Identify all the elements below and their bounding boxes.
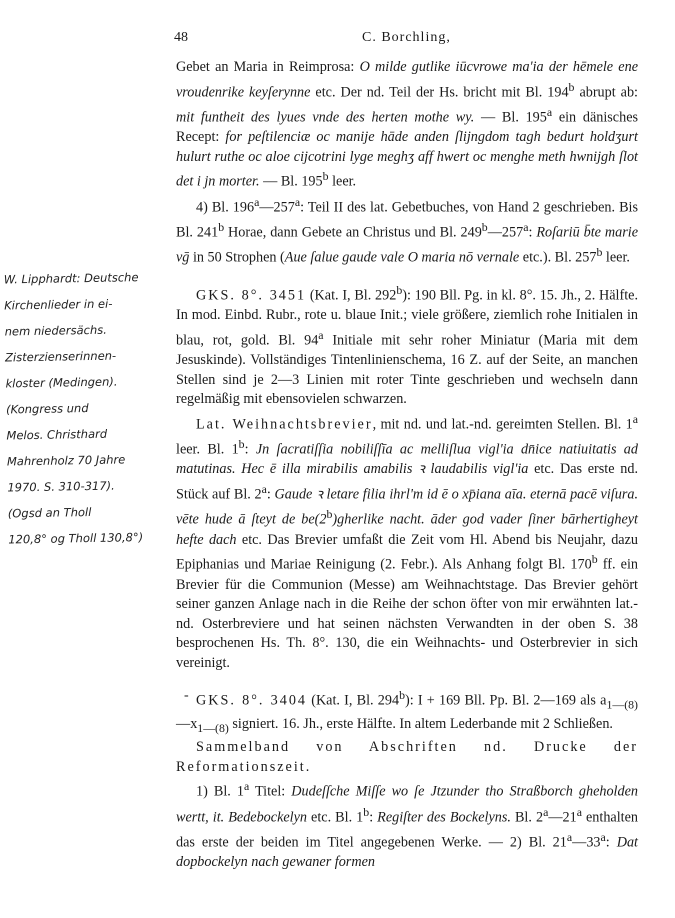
text-run: leer. xyxy=(602,250,630,267)
text-run: : Teil II des lat. Gebetbuches, von Hand 2 geschrieben. Bis Bl. 241 xyxy=(176,199,638,241)
quotation: Regiſter des Bockelyns. xyxy=(377,809,511,826)
folio-side: a xyxy=(254,194,260,209)
paragraph-part-four xyxy=(176,193,638,269)
text-run: (Kat. I, Bl. 294 xyxy=(307,692,400,709)
text-run: — Bl. 195 xyxy=(474,109,547,126)
text-run: abrupt ab: xyxy=(574,84,638,101)
folio-side: b xyxy=(238,437,245,452)
text-run: : xyxy=(605,834,617,851)
folio-side: b xyxy=(568,79,575,94)
margin-note-line: W. Lipphardt: Deutsche xyxy=(3,270,139,287)
paragraph-item-one xyxy=(176,777,638,873)
text-run: 1) Bl. 1 xyxy=(196,784,244,801)
text-run: etc. Das erste nd. Stück auf Bl. 2 xyxy=(176,461,638,503)
text-run: Titel: xyxy=(249,784,292,801)
text-run: : xyxy=(528,224,537,241)
quotation: Roſariū b̄te marie vḡ xyxy=(176,224,638,267)
text-run: —21 xyxy=(548,809,577,826)
quotation: Dudeſſche Miſſe wo ſe Jtzunder tho Straßborch gheholden wertt, it. Bedebockelyn xyxy=(176,784,638,826)
folio-side: a xyxy=(543,804,549,819)
folio-side: a xyxy=(261,482,267,497)
signature-subscript: 1—(8) xyxy=(606,697,638,712)
folio-side: a xyxy=(600,830,606,844)
text-run: ein dänisches Recept: xyxy=(176,109,639,146)
text-run: ): 190 Bll. Pg. in kl. 8°. 15. Jh., 2. Hälfte. In mod. Einbd. Rubr., rote u. blaue Init.; viele größere, ziemlich rohe Initialen in blau, rot, gold. Bl. 94 xyxy=(176,287,638,349)
text-run: : xyxy=(266,486,275,503)
quotation: )gherlike nacht. āder god vader ſiner bārhertigheyt hefte dach xyxy=(176,512,638,548)
folio-side: a xyxy=(546,104,553,119)
text-run: : xyxy=(244,441,256,458)
quotation: O milde gutlike iūcvrowe ma'ia der hēmele ene vroudenrike keyſerynne xyxy=(176,59,638,101)
body-text xyxy=(176,58,638,873)
text-run: ff. ein Brevier für die Communion (Messe) am Weihnachtstage. Das Brevier gehört seiner ganzen Anlage nach in die Reihe der schon öfter von mir erwähnten lat.-nd. Osterbreviere und hat seinen nächsten Verwandten in der oben S. 38 besprochenen Hs. Th. 8°. 130, die ein Weihnachts- und Osterbrevier in sich vereinigt. xyxy=(176,557,638,671)
paragraph-gks-3451 xyxy=(176,281,638,410)
margin-dash: - xyxy=(184,687,189,703)
text-run: signiert. 16. Jh., erste Hälfte. In altem Lederbande mit 2 Schließen. xyxy=(228,715,613,732)
shelfmark: GKS. 8°. 3404 xyxy=(196,692,308,709)
quotation: Jn ſacratiſſia nobiliſſīa ac melliſlua vigl'ia dn̄ice natiuitatis ad matutinas. Hec ē illa mirabilis amabilis ꝛ laudabilis vigl'ia xyxy=(176,441,638,478)
text-run: —33 xyxy=(572,834,601,851)
text-run: leer. xyxy=(328,174,357,191)
page-number: 48 xyxy=(174,30,188,45)
folio-side: b xyxy=(326,507,333,522)
margin-note-line: 120,8° og Tholl 130,8°) xyxy=(8,530,144,547)
text-run: Gebet an Maria in Reimprosa: xyxy=(176,59,360,75)
signature-subscript: 1—(8) xyxy=(197,720,229,735)
folio-side: b xyxy=(591,552,598,567)
text-run: enthalten das erste der beiden im Titel angegebenen Werke. — 2) Bl. 21 xyxy=(176,809,638,851)
margin-note-line: kloster (Medingen). xyxy=(5,374,118,391)
text-run: —257 xyxy=(487,224,524,241)
text-run: etc. Das Brevier umfaßt die Zeit vom Hl. Abend bis Neujahr, dazu Epiphanias und Mariae Reinigung (2. Febr.). Als Anhang folgt Bl. 170 xyxy=(176,531,638,574)
page-header xyxy=(172,30,638,50)
text-run: 4) Bl. 196 xyxy=(196,199,255,216)
text-run: —257 xyxy=(259,199,295,216)
shelfmark: GKS. 8°. 3451 xyxy=(196,287,307,304)
text-run: Bl. 2 xyxy=(510,809,544,826)
text-run: — Bl. 195 xyxy=(259,174,323,191)
section-heading: Sammelband von Abschriften nd. Drucke der Reformationszeit. xyxy=(176,739,638,775)
folio-side: a xyxy=(243,779,250,794)
text-run: ): I + 169 Bll. Pp. Bl. 2—169 als a xyxy=(405,692,607,709)
margin-note-line: (Ogsd an Tholl xyxy=(7,504,92,521)
paragraph-weihnachtsbrevier xyxy=(176,410,638,674)
running-title: C. Borchling, xyxy=(362,30,451,45)
margin-note-line: Zisterzienserinnen- xyxy=(4,348,117,365)
folio-side: b xyxy=(396,282,403,297)
text-run: Initiale mit sehr roher Miniatur (Maria mit dem Jesuskinde). Vollständiges Tintenlinienschema, 16 Z. auf der Seite, an manchen Stellen sind je 2—3 Linien mit roter Tinte geschrieben und wechseln dann regelmäßig mit ebensovielen schwarzen. xyxy=(176,332,638,408)
folio-side: a xyxy=(632,411,639,426)
section-heading: Lat. Weihnachtsbrevier xyxy=(196,416,373,433)
margin-note-line: 1970. S. 310-317). xyxy=(7,478,115,495)
folio-side: b xyxy=(481,220,488,235)
text-run: etc. Der nd. Teil der Hs. bricht mit Bl. 194 xyxy=(310,84,569,101)
folio-side: b xyxy=(399,687,405,702)
text-run: etc. Bl. 1 xyxy=(307,809,364,826)
folio-side: a xyxy=(576,804,582,819)
paragraph-gks-3404 xyxy=(176,686,638,739)
margin-note-line: nem niedersächs. xyxy=(4,322,107,339)
text-run: , mit nd. und lat.-nd. gereimten Stellen. Bl. 1 xyxy=(372,416,633,433)
folio-side: a xyxy=(318,327,324,342)
margin-note-line: Kirchenlieder in ei- xyxy=(4,296,113,313)
folio-side: b xyxy=(596,245,603,260)
folio-side: b xyxy=(322,169,329,184)
paragraph-sammelband xyxy=(176,738,638,777)
folio-side: b xyxy=(218,220,225,235)
margin-note-line: (Kongress und xyxy=(5,401,89,417)
text-run: : xyxy=(369,809,378,826)
margin-note-line: Melos. Christhard xyxy=(6,426,108,443)
handwritten-margin-note xyxy=(4,264,177,553)
text-run: Horae, dann Gebete an Christus und Bl. 249 xyxy=(224,224,482,241)
text-run: in 50 Strophen ( xyxy=(189,250,285,267)
folio-side: a xyxy=(566,830,573,844)
quotation: Aue ſalue gaude vale O maria nō vernale xyxy=(284,250,520,267)
folio-side: a xyxy=(294,194,301,209)
text-run: leer. Bl. 1 xyxy=(176,441,239,458)
folio-side: a xyxy=(523,220,529,235)
quotation: for peſtilenciæ oc manije hāde anden ſlijngdom tagh bedurt holdʒurt hulurt ruthe oc aloe cijcotrini lyge meghʒ aff hwert oc menghe meth hwnijgh ſlot det i jn morter. xyxy=(176,129,638,191)
quotation: Gaude ꝛ letare filia ihrl'm id ē o xp̄iana aīa. eternā pacē viſura. vēte hude ā ſteyt de be(2 xyxy=(176,486,638,529)
text-run: (Kat. I, Bl. 292 xyxy=(306,287,397,304)
quotation: mit funtheit des lyues vnde des herten mothe wy. xyxy=(176,109,475,126)
folio-side: b xyxy=(363,804,370,819)
text-run: —x xyxy=(176,715,198,732)
margin-note-line: Mahrenholz 70 Jahre xyxy=(6,452,126,469)
quotation: Dat dopbockelyn nach gewaner formen xyxy=(176,834,638,871)
text-run: etc.). Bl. 257 xyxy=(519,250,597,267)
paragraph-prayer xyxy=(176,58,638,193)
